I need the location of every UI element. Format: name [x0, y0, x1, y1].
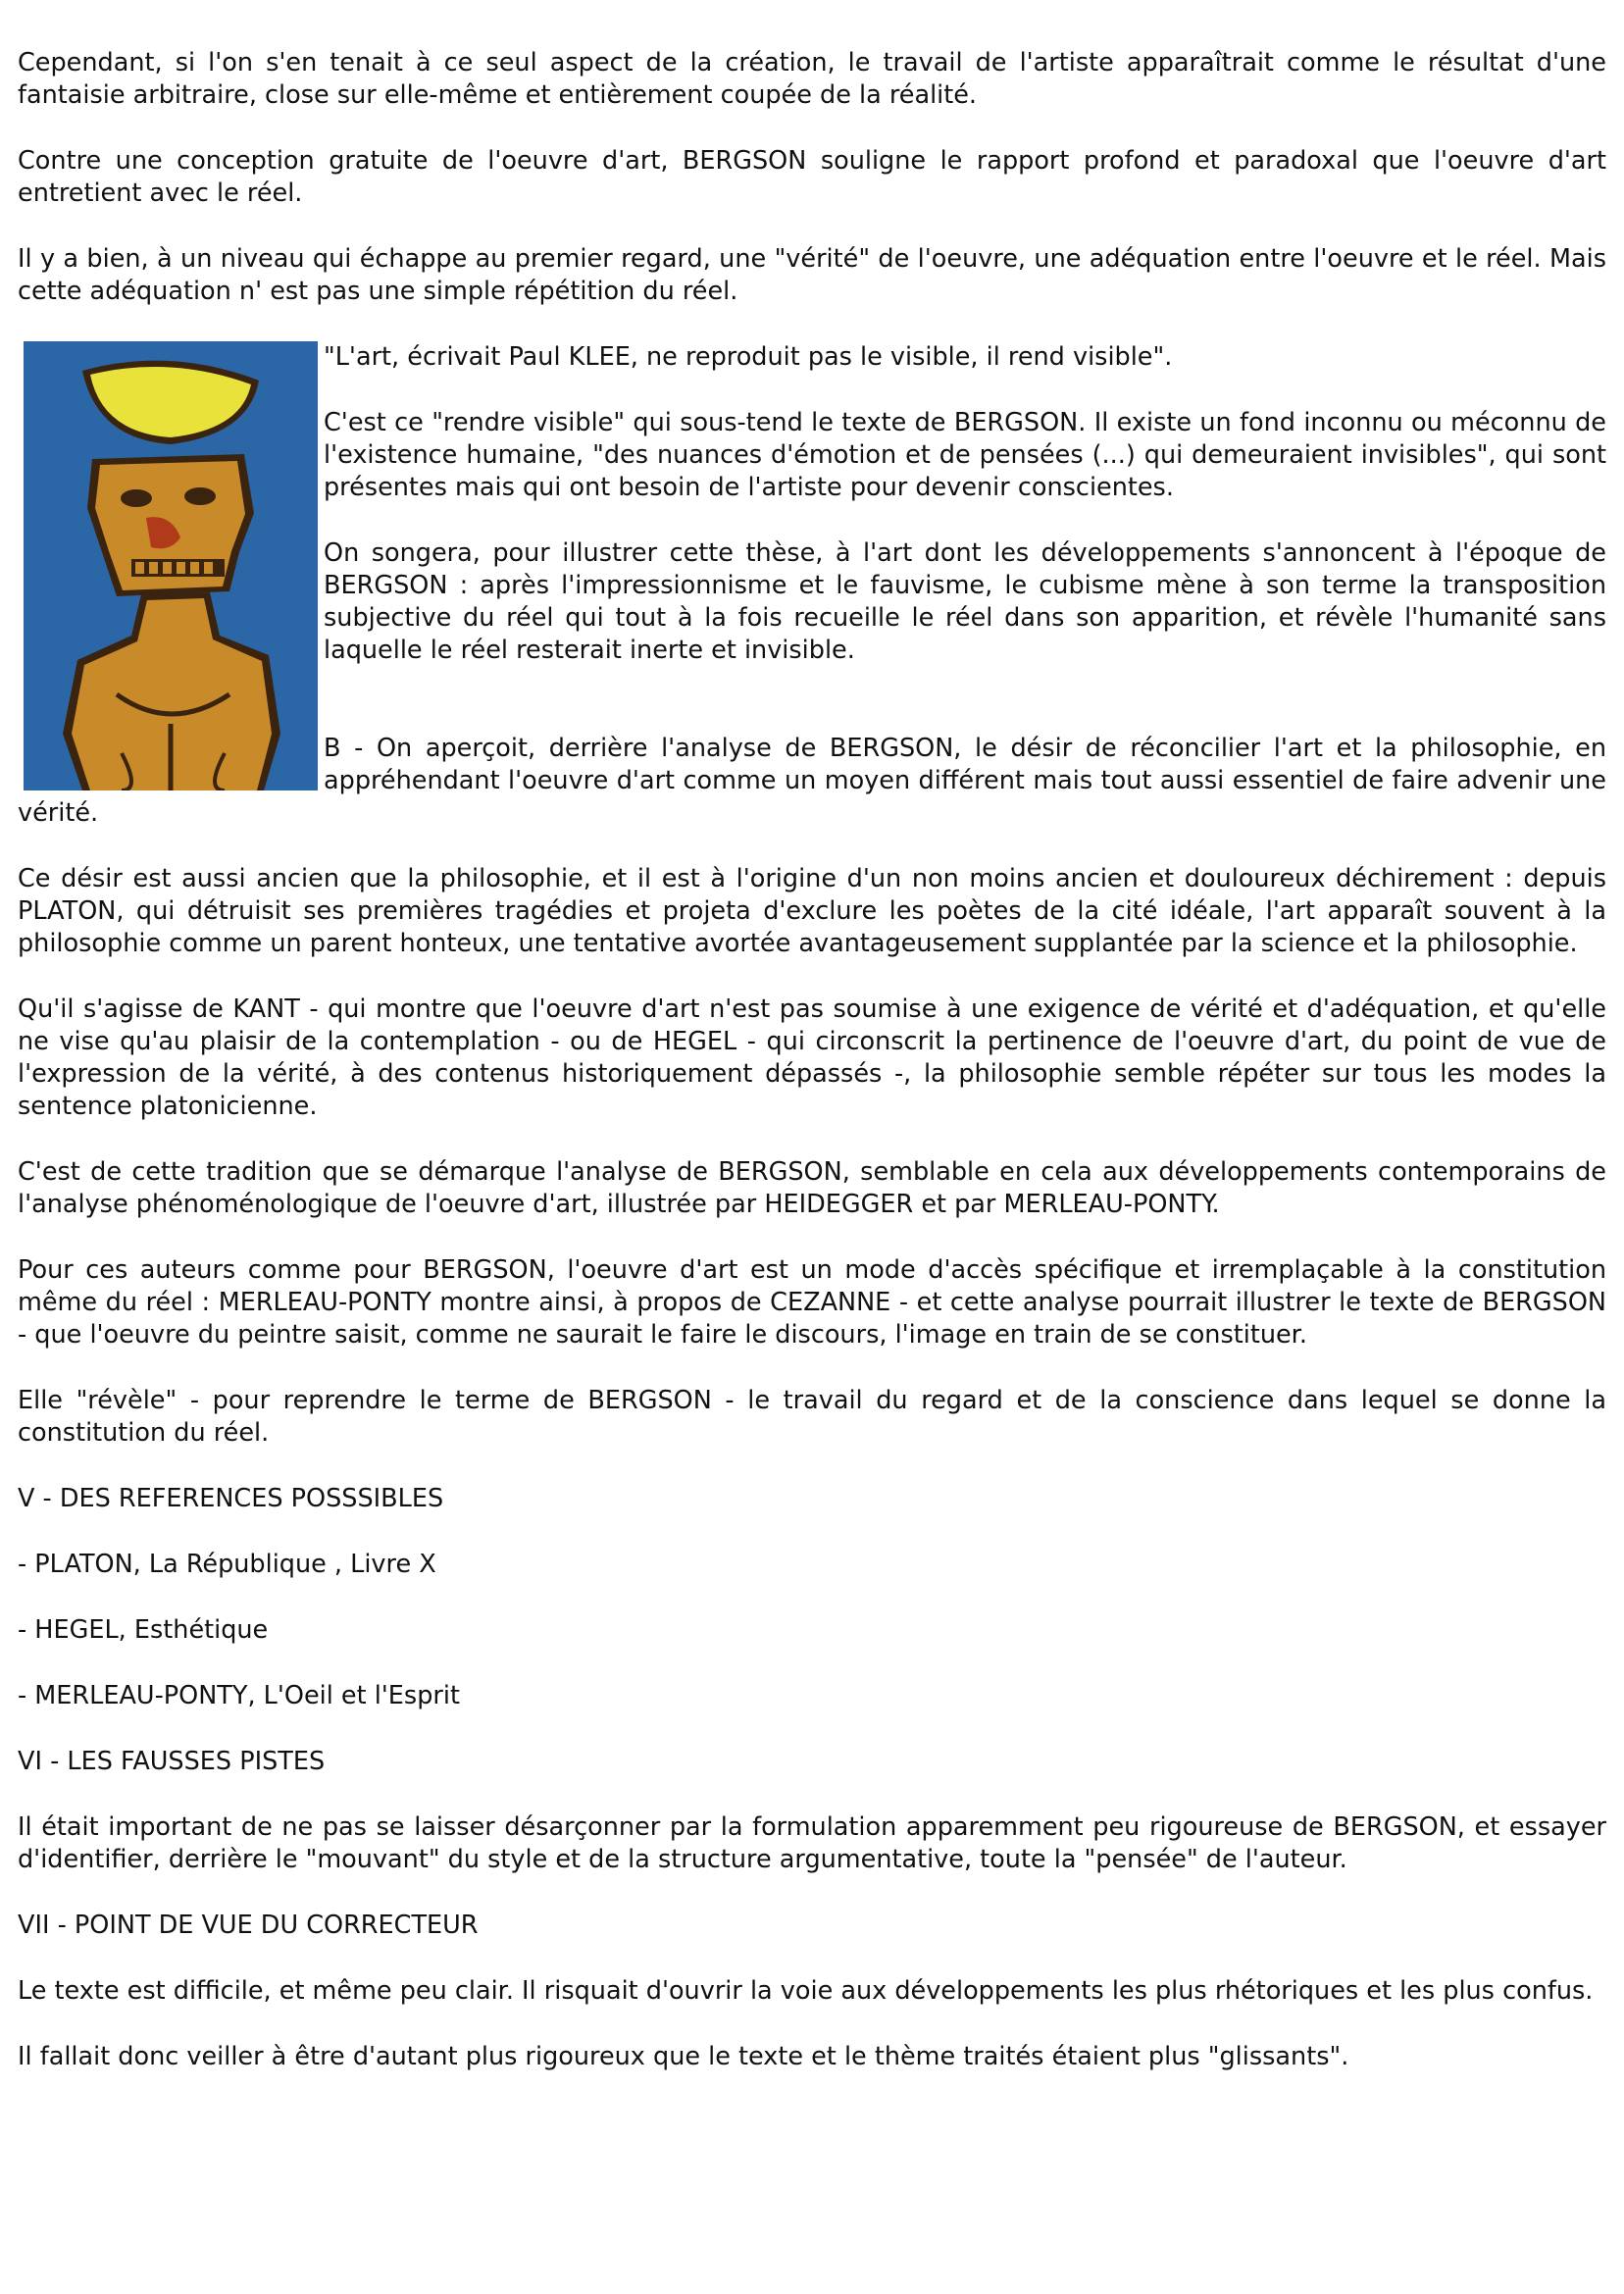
section-heading: VI - LES FAUSSES PISTES — [18, 1747, 326, 1776]
paragraph: Il fallait donc veiller à être d'autant plus rigoureux que le texte et le thème traités étaient plus "glissants". — [18, 2042, 1349, 2071]
section-heading: V - DES REFERENCES POSSSIBLES — [18, 1484, 444, 1513]
section-heading: VII - POINT DE VUE DU CORRECTEUR — [18, 1911, 479, 1940]
paragraph: Il y a bien, à un niveau qui échappe au premier regard, une "vérité" de l'oeuvre, une adéquation entre l'oeuvre et le réel. Mais cette adéquation n' est pas une simple répétition du réel. — [18, 244, 1606, 306]
klee-painting-image — [24, 341, 318, 790]
paragraph: C'est de cette tradition que se démarque l'analyse de BERGSON, semblable en cela aux développements contemporains de l'analyse phénoménologique de l'oeuvre d'art, illustrée par HEIDEGGER et par MERLEAU-PONTY. — [18, 1157, 1606, 1219]
eye-right — [184, 487, 216, 505]
paragraph: C'est ce "rendre visible" qui sous-tend le texte de BERGSON. Il existe un fond inconnu ou méconnu de l'existence humaine, "des nuances d'émotion et de pensées (...) qui demeuraient invisibles", qui sont présentes mais qui ont besoin de l'artiste pour devenir conscientes. — [324, 408, 1606, 502]
paragraph: On songera, pour illustrer cette thèse, à l'art dont les développements s'annoncent à l'époque de BERGSON : après l'impressionnisme et le fauvisme, le cubisme mène à son terme la transposition subjective du réel qui tout à la fois recueille le réel dans son apparition, et révèle l'humanité sans laquelle le réel resterait inerte et invisible. — [324, 538, 1606, 665]
eye-left — [121, 489, 152, 507]
klee-painting-svg — [24, 341, 318, 790]
paragraph: Contre une conception gratuite de l'oeuvre d'art, BERGSON souligne le rapport profond et paradoxal que l'oeuvre d'art entretient avec le réel. — [18, 146, 1606, 208]
paragraph: Elle "révèle" - pour reprendre le terme de BERGSON - le travail du regard et de la conscience dans lequel se donne la constitution du réel. — [18, 1386, 1606, 1448]
document-page — [18, 47, 1606, 2107]
paragraph: Le texte est difficile, et même peu clair. Il risquait d'ouvrir la voie aux développements les plus rhétoriques et les plus confus. — [18, 1976, 1594, 2006]
reference-item: - PLATON, La République , Livre X — [18, 1550, 436, 1579]
reference-item: - MERLEAU-PONTY, L'Oeil et l'Esprit — [18, 1681, 460, 1710]
paragraph: Qu'il s'agisse de KANT - qui montre que l'oeuvre d'art n'est pas soumise à une exigence de vérité et d'adéquation, et qu'elle ne vise qu'au plaisir de la contemplation - ou de HEGEL - qui circonscrit la pertinence de l'oeuvre d'art, du point de vue de l'expression de la vérité, à des contenus historiquement dépassés -, la philosophie semble répéter sur tous les modes la sentence platonicienne. — [18, 994, 1606, 1121]
paragraph: Il était important de ne pas se laisser désarçonner par la formulation apparemment peu rigoureuse de BERGSON, et essayer d'identifier, derrière le "mouvant" du style et de la structure argumentative, toute la "pensée" de l'auteur. — [18, 1812, 1606, 1874]
paragraph: Pour ces auteurs comme pour BERGSON, l'oeuvre d'art est un mode d'accès spécifique et irremplaçable à la constitution même du réel : MERLEAU-PONTY montre ainsi, à propos de CEZANNE - et cette analyse pourrait illustrer le texte de BERGSON - que l'oeuvre du peintre saisit, comme ne saurait le faire le discours, l'image en train de se constituer. — [18, 1255, 1606, 1350]
paragraph: Cependant, si l'on s'en tenait à ce seul aspect de la création, le travail de l'artiste apparaîtrait comme le résultat d'une fantaisie arbitraire, close sur elle-même et entièrement coupée de la réalité. — [18, 48, 1606, 110]
paragraph: Ce désir est aussi ancien que la philosophie, et il est à l'origine d'un non moins ancien et douloureux déchirement : depuis PLATON, qui détruisit ses premières tragédies et projeta d'exclure les poètes de la cité idéale, l'art apparaît souvent à la philosophie comme un parent honteux, une tentative avortée avantageusement supplantée par la science et la philosophie. — [18, 864, 1606, 958]
reference-item: - HEGEL, Esthétique — [18, 1615, 269, 1645]
paragraph: "L'art, écrivait Paul KLEE, ne reproduit pas le visible, il rend visible". — [324, 342, 1173, 372]
paragraph: B - On aperçoit, derrière l'analyse de BERGSON, le désir de réconcilier l'art et la philosophie, en appréhendant l'oeuvre d'art comme un moyen différent mais tout aussi essentiel de faire advenir une vérité. — [18, 734, 1606, 828]
